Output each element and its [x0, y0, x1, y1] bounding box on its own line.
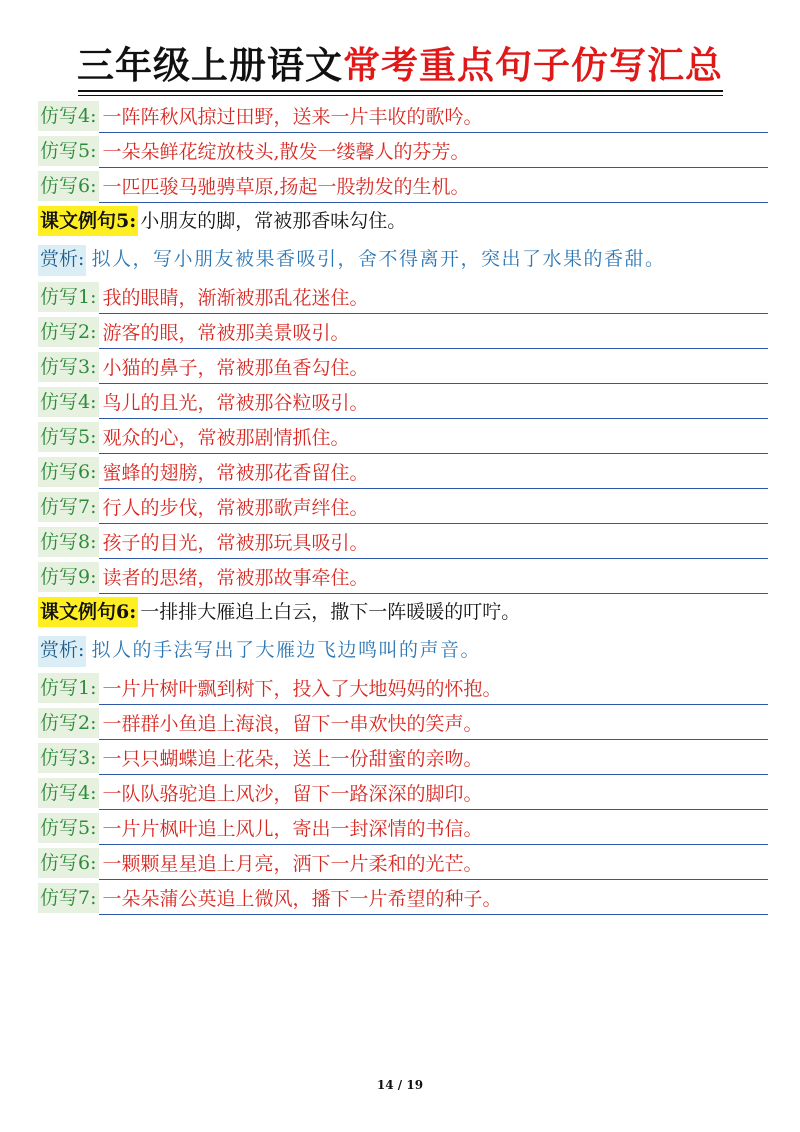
imitation-label: 仿写8:	[38, 527, 99, 557]
content	[38, 96, 768, 913]
page-number: 14 / 19	[376, 1078, 424, 1092]
imitation-row	[38, 382, 768, 417]
imitation-row	[38, 487, 768, 522]
page-title-part2: 常考重点句子仿写汇总	[343, 44, 723, 87]
imitation-label: 仿写1:	[38, 282, 99, 312]
page-title	[0, 40, 800, 92]
imitation-label: 仿写7:	[38, 883, 99, 913]
imitation-row	[38, 878, 768, 913]
imitation-row	[38, 668, 768, 703]
imitation-row	[38, 417, 768, 452]
analysis-label: 赏析:	[38, 636, 86, 667]
imitation-label: 仿写6:	[38, 457, 99, 487]
imitation-row	[38, 773, 768, 808]
imitation-text: 一匹匹骏马驰骋草原,扬起一股勃发的生机。	[99, 172, 769, 203]
example-text: 一排排大雁追上白云，撒下一阵暖暖的叮咛。	[140, 601, 521, 623]
imitation-label: 仿写6:	[38, 171, 99, 201]
analysis-text: 拟人的手法写出了大雁边飞边鸣叫的声音。	[91, 639, 482, 661]
imitation-label: 仿写3:	[38, 743, 99, 773]
title-underline	[78, 90, 723, 92]
imitation-label: 仿写4:	[38, 101, 99, 131]
imitation-label: 仿写6:	[38, 848, 99, 878]
imitation-label: 仿写4:	[38, 387, 99, 417]
imitation-text: 一群群小鱼追上海浪，留下一串欢快的笑声。	[99, 709, 769, 740]
imitation-row	[38, 131, 768, 166]
imitation-text: 我的眼睛，渐渐被那乱花迷住。	[99, 283, 769, 314]
analysis-6	[38, 633, 768, 668]
imitation-label: 仿写1:	[38, 673, 99, 703]
imitation-text: 观众的心，常被那剧情抓住。	[99, 423, 769, 454]
example-label: 课文例句5:	[38, 206, 138, 236]
imitation-row	[38, 452, 768, 487]
imitation-text: 一片片树叶飘到树下，投入了大地妈妈的怀抱。	[99, 674, 769, 705]
imitation-text: 一片片枫叶追上风儿，寄出一封深情的书信。	[99, 814, 769, 845]
imitation-text: 蜜蜂的翅膀，常被那花香留住。	[99, 458, 769, 489]
imitation-row	[38, 96, 768, 131]
imitation-text: 行人的步伐，常被那歌声绊住。	[99, 493, 769, 524]
analysis-label: 赏析:	[38, 245, 86, 276]
imitation-label: 仿写5:	[38, 136, 99, 166]
imitation-label: 仿写2:	[38, 317, 99, 347]
example-label: 课文例句6:	[38, 597, 138, 627]
imitation-row	[38, 312, 768, 347]
imitation-text: 一朵朵鲜花绽放枝头,散发一缕馨人的芬芳。	[99, 137, 769, 168]
imitation-label: 仿写3:	[38, 352, 99, 382]
imitation-text: 游客的眼，常被那美景吸引。	[99, 318, 769, 349]
example-text: 小朋友的脚，常被那香味勾住。	[140, 210, 407, 232]
example-sentence-6	[38, 592, 768, 627]
imitation-label: 仿写4:	[38, 778, 99, 808]
imitation-text: 读者的思绪，常被那故事牵住。	[99, 563, 769, 594]
imitation-text: 一朵朵蒲公英追上微风，播下一片希望的种子。	[99, 884, 769, 915]
imitation-text: 孩子的目光，常被那玩具吸引。	[99, 528, 769, 559]
example-sentence-5	[38, 201, 768, 236]
imitation-row	[38, 347, 768, 382]
imitation-row	[38, 808, 768, 843]
imitation-label: 仿写9:	[38, 562, 99, 592]
imitation-row	[38, 843, 768, 878]
analysis-5	[38, 242, 768, 277]
imitation-label: 仿写2:	[38, 708, 99, 738]
imitation-row	[38, 557, 768, 592]
imitation-text: 一颗颗星星追上月亮，洒下一片柔和的光芒。	[99, 849, 769, 880]
analysis-text: 拟人，写小朋友被果香吸引，舍不得离开，突出了水果的香甜。	[91, 248, 666, 270]
page-title-part1: 三年级上册语文	[77, 44, 343, 87]
imitation-row	[38, 277, 768, 312]
imitation-row	[38, 738, 768, 773]
imitation-label: 仿写5:	[38, 813, 99, 843]
imitation-label: 仿写7:	[38, 492, 99, 522]
imitation-text: 一只只蝴蝶追上花朵，送上一份甜蜜的亲吻。	[99, 744, 769, 775]
imitation-text: 小猫的鼻子，常被那鱼香勾住。	[99, 353, 769, 384]
imitation-label: 仿写5:	[38, 422, 99, 452]
imitation-row	[38, 166, 768, 201]
imitation-text: 鸟儿的且光，常被那谷粒吸引。	[99, 388, 769, 419]
imitation-row	[38, 703, 768, 738]
imitation-row	[38, 522, 768, 557]
imitation-text: 一队队骆驼追上风沙，留下一路深深的脚印。	[99, 779, 769, 810]
imitation-text: 一阵阵秋风掠过田野，送来一片丰收的歌吟。	[99, 102, 769, 133]
